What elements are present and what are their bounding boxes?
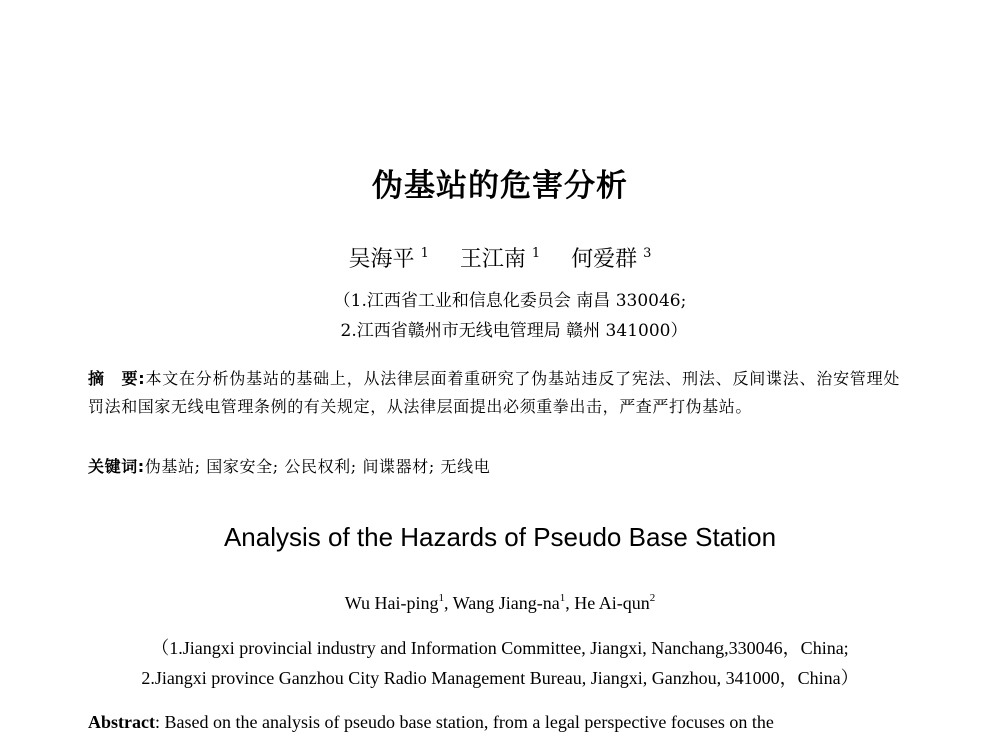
keywords-text-cn: 伪基站; 国家安全; 公民权利; 间谍器材; 无线电 xyxy=(144,457,491,476)
abstract-en xyxy=(88,712,903,733)
author-cn xyxy=(571,247,651,272)
abstract-label-en: Abstract xyxy=(88,712,155,732)
affiliation-marker: 1 xyxy=(531,246,541,261)
affiliation-cn-line2: 2.江西省赣州市无线电管理局 赣州 341000） xyxy=(340,321,688,341)
affiliation-marker: 3 xyxy=(643,246,652,261)
paper-title-cn: 伪基站的危害分析 xyxy=(372,168,628,204)
author-name: 王江南 xyxy=(459,247,526,272)
author-name: Wu Hai-ping xyxy=(344,593,439,613)
abstract-text-en: : Based on the analysis of pseudo base station, from a legal perspective focuses on the xyxy=(154,712,774,732)
abstract-text-cn: 本文在分析伪基站的基础上，从法律层面着重研究了伪基站违反了宪法、刑法、反间谍法、治安管理处罚法和国家无线电管理条例的有关规定，从法律层面提出必须重拳出击，严查严打伪基站。 xyxy=(88,369,900,416)
keywords-cn xyxy=(88,453,900,481)
affiliation-en-line1: （1.Jiangxi provincial industry and Information Committee, Jiangxi, Nanchang,330046，China; xyxy=(151,638,849,658)
affiliation-marker: 1 xyxy=(438,592,445,604)
keywords-label-cn: 关键词: xyxy=(88,457,145,476)
author-name: 吴海平 xyxy=(348,247,415,272)
affiliation-en-line2: 2.Jiangxi province Ganzhou City Radio Management Bureau, Jiangxi, Ganzhou, 341000，China） xyxy=(141,668,859,688)
author-list-en xyxy=(0,592,1000,614)
paper-title-en: Analysis of the Hazards of Pseudo Base Station xyxy=(223,522,777,552)
author-name: 何爱群 xyxy=(571,247,638,272)
affiliation-marker: 2 xyxy=(649,592,656,604)
author-cn xyxy=(349,247,429,272)
abstract-label-cn: 摘 要: xyxy=(88,369,146,388)
author-name: Wang Jiang-na xyxy=(452,593,560,613)
author-separator: , xyxy=(565,593,575,613)
abstract-cn xyxy=(88,365,900,421)
author-name: He Ai-qun xyxy=(574,593,650,613)
affiliation-cn-line1: （1.江西省工业和信息化委员会 南昌 330046; xyxy=(333,291,687,311)
affiliation-marker: 1 xyxy=(420,246,429,261)
author-cn xyxy=(460,247,540,272)
affiliation-marker: 1 xyxy=(559,592,566,604)
author-list-cn xyxy=(0,242,1000,273)
author-separator: , xyxy=(444,593,453,613)
